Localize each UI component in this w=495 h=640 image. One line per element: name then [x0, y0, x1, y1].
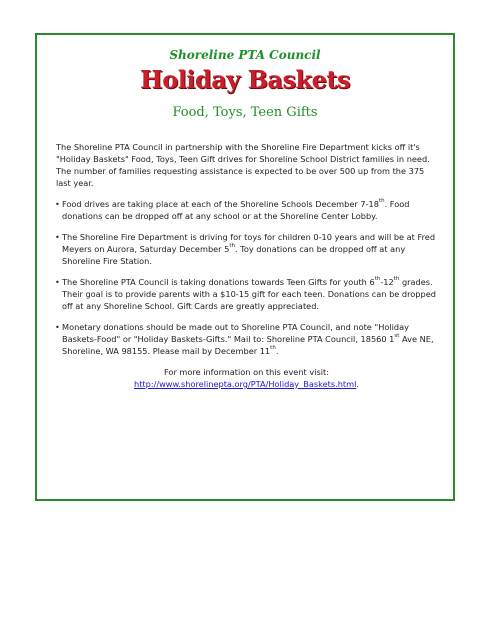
subtitle: Food, Toys, Teen Gifts: [172, 105, 318, 120]
bullet-icon: •: [55, 232, 60, 242]
title-word-baskets: Baskets: [247, 65, 350, 94]
item-superscript: th: [229, 243, 236, 250]
item-superscript: st: [394, 333, 400, 340]
bullet-icon: •: [55, 199, 60, 209]
item-superscript: th: [393, 276, 400, 283]
more-info-text: For more information on this event visit:: [164, 367, 329, 377]
council-heading: Shoreline PTA Council: [169, 48, 321, 62]
bullet-icon: •: [55, 322, 60, 332]
item-superscript: th: [378, 198, 385, 205]
holiday-baskets-title: [37, 65, 453, 94]
item-superscript: th: [374, 276, 381, 283]
flyer-frame: [35, 33, 455, 501]
list-item: [56, 198, 437, 222]
item-text: .: [275, 346, 279, 356]
item-text: Monetary donations should be made out to Shoreline PTA Council, and note "Holiday Baskets-Food" or "Holiday Baskets-Gifts." Mail to: Shoreline PTA Council, 18560 1: [62, 322, 409, 344]
intro-paragraph: The Shoreline PTA Council in partnership with the Shoreline Fire Department kicks off it's "Holiday Baskets" Food, Toys, Teen Gift drives for Shoreline School District families in need. The number of families requesting assistance is expected to be over 500 up from the 375 last year.: [56, 142, 430, 188]
item-text: -12: [380, 277, 394, 287]
item-text: grades. Their goal is to provide parents with a $10-15 gift for each teen. Donations can be dropped off at any Shoreline School. Gift Cards are greatly appreciated.: [62, 277, 436, 311]
item-text: The Shoreline PTA Council is taking donations towards Teen Gifts for youth 6: [62, 277, 375, 287]
link-period: .: [356, 379, 359, 389]
list-item: [56, 321, 437, 357]
item-text: . Toy donations can be dropped off at any Shoreline Fire Station.: [62, 244, 406, 266]
item-text: Ave NE, Shoreline, WA 98155. Please mail by December 11: [62, 334, 434, 356]
more-info: [56, 366, 437, 390]
bullet-list: [56, 198, 437, 357]
list-item: [56, 231, 437, 267]
bullet-icon: •: [55, 277, 60, 287]
list-item: [56, 276, 437, 312]
title-word-holiday: Holiday: [140, 65, 240, 94]
flyer-body: [56, 141, 437, 390]
event-link[interactable]: http://www.shorelinepta.org/PTA/Holiday_Baskets.html: [134, 379, 357, 389]
item-text: The Shoreline Fire Department is driving for toys for children 0-10 years and will be at Fred Meyers on Aurora, Saturday December 5: [62, 232, 436, 254]
item-superscript: th: [270, 345, 276, 352]
item-text: . Food donations can be dropped off at any school or at the Shoreline Center Lobby.: [62, 199, 410, 221]
item-text: Food drives are taking place at each of the Shoreline Schools December 7-18: [62, 199, 379, 209]
